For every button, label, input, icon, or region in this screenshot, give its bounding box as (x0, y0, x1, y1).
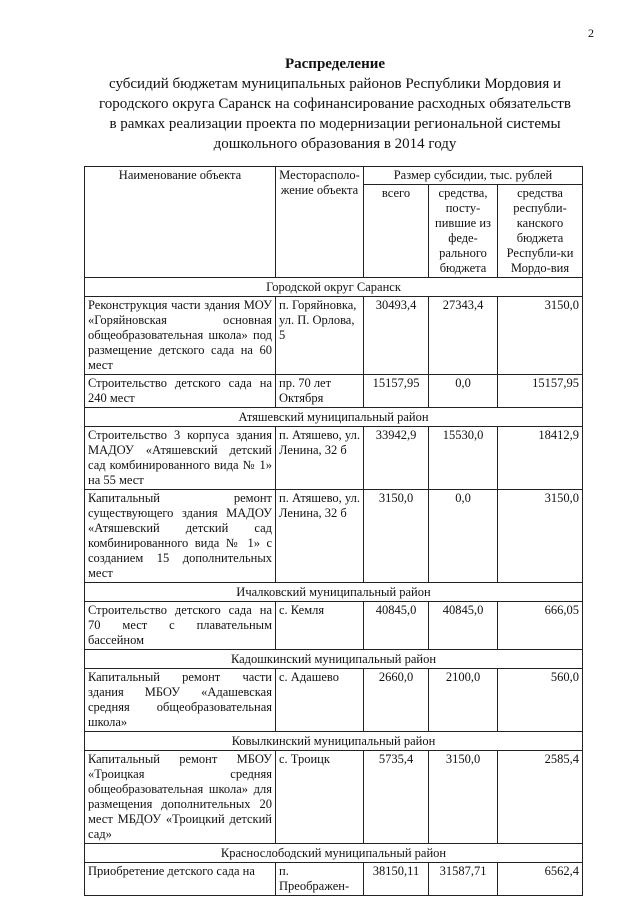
header-subsidy: Размер субсидии, тыс. рублей (364, 167, 583, 185)
republic-cell: 3150,0 (498, 297, 583, 375)
section-row (85, 844, 583, 863)
subtitle-line: дошкольного образования в 2014 году (213, 136, 457, 152)
federal-cell: 27343,4 (429, 297, 498, 375)
table-row (85, 751, 583, 844)
section-title: Атяшевский муниципальный район (85, 408, 583, 427)
header-total: всего (364, 185, 429, 278)
document-title: Распределение (284, 56, 386, 72)
subtitle-line: субсидий бюджетам муниципальных районов Республики Мордовия и (108, 76, 561, 92)
table-header-row (85, 167, 583, 185)
federal-cell: 2100,0 (429, 669, 498, 732)
section-row (85, 650, 583, 669)
object-name-cell: Приобретение детского сада на (85, 863, 276, 896)
object-name-cell: Строительство 3 корпуса здания МАДОУ «Атяшевский детский сад комбинированного вида № 1» на 55 мест (85, 427, 276, 490)
federal-cell: 0,0 (429, 375, 498, 408)
section-row (85, 732, 583, 751)
subtitle-line: в рамках реализации проекта по модернизации региональной системы (109, 116, 561, 132)
table-row (85, 297, 583, 375)
total-cell: 33942,9 (364, 427, 429, 490)
section-title: Краснослободский муниципальный район (85, 844, 583, 863)
federal-cell: 3150,0 (429, 751, 498, 844)
table-row (85, 863, 583, 896)
document-header (70, 54, 600, 154)
total-cell: 30493,4 (364, 297, 429, 375)
republic-cell: 3150,0 (498, 490, 583, 583)
subsidy-table (84, 166, 583, 896)
object-name-cell: Строительство детского сада на 70 мест с плавательным бассейном (85, 602, 276, 650)
header-republic: средства республи-канского бюджета Республи-ки Мордо-вия (498, 185, 583, 278)
total-cell: 15157,95 (364, 375, 429, 408)
table-body (85, 278, 583, 896)
federal-cell: 15530,0 (429, 427, 498, 490)
federal-cell: 40845,0 (429, 602, 498, 650)
total-cell: 5735,4 (364, 751, 429, 844)
total-cell: 38150,11 (364, 863, 429, 896)
table-row (85, 669, 583, 732)
location-cell: с. Кемля (276, 602, 364, 650)
location-cell: п. Атяшево, ул. Ленина, 32 б (276, 427, 364, 490)
republic-cell: 2585,4 (498, 751, 583, 844)
federal-cell: 31587,71 (429, 863, 498, 896)
header-name: Наименование объекта (85, 167, 276, 278)
location-cell: п. Горяйновка, ул. П. Орлова, 5 (276, 297, 364, 375)
federal-cell: 0,0 (429, 490, 498, 583)
location-cell: пр. 70 лет Октября (276, 375, 364, 408)
object-name-cell: Капитальный ремонт МБОУ «Троицкая средняя общеобразовательная школа» для размещения дополнительных 20 мест МБДОУ «Троицкий детский сад» (85, 751, 276, 844)
republic-cell: 18412,9 (498, 427, 583, 490)
republic-cell: 6562,4 (498, 863, 583, 896)
table-row (85, 602, 583, 650)
republic-cell: 15157,95 (498, 375, 583, 408)
location-cell: с. Адашево (276, 669, 364, 732)
section-row (85, 583, 583, 602)
object-name-cell: Строительство детского сада на 240 мест (85, 375, 276, 408)
location-cell: п. Преображен- (276, 863, 364, 896)
header-location: Месторасполо-жение объекта (276, 167, 364, 278)
location-cell: с. Троицк (276, 751, 364, 844)
table-row (85, 375, 583, 408)
location-cell: п. Атяшево, ул. Ленина, 32 б (276, 490, 364, 583)
table-row (85, 427, 583, 490)
total-cell: 3150,0 (364, 490, 429, 583)
total-cell: 40845,0 (364, 602, 429, 650)
section-row (85, 408, 583, 427)
object-name-cell: Реконструкция части здания МОУ «Горяйновская основная общеобразовательная школа» под размещение детского сада на 60 мест (85, 297, 276, 375)
section-title: Городской округ Саранск (85, 278, 583, 297)
republic-cell: 666,05 (498, 602, 583, 650)
section-row (85, 278, 583, 297)
republic-cell: 560,0 (498, 669, 583, 732)
object-name-cell: Капитальный ремонт существующего здания МАДОУ «Атяшевский детский сад комбинированного вида № 1» с созданием 15 дополнительных мест (85, 490, 276, 583)
total-cell: 2660,0 (364, 669, 429, 732)
section-title: Ичалковский муниципальный район (85, 583, 583, 602)
object-name-cell: Капитальный ремонт части здания МБОУ «Адашевская средняя общеобразовательная школа» (85, 669, 276, 732)
subtitle-line: городского округа Саранск на софинансирование расходных обязательств (99, 96, 571, 112)
table-row (85, 490, 583, 583)
section-title: Кадошкинский муниципальный район (85, 650, 583, 669)
header-federal: средства, посту-пившие из феде-рального бюджета (429, 185, 498, 278)
section-title: Ковылкинский муниципальный район (85, 732, 583, 751)
page-number: 2 (588, 26, 594, 40)
